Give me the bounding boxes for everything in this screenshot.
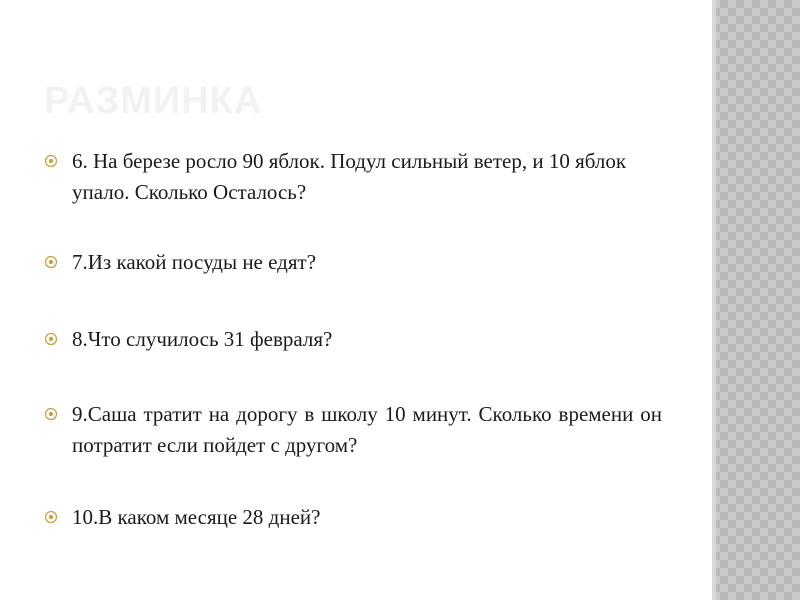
question-list [44, 146, 662, 533]
bullet-icon [44, 332, 58, 346]
bullet-icon [44, 255, 58, 269]
decorative-side-panel [712, 0, 800, 600]
bullet-icon [44, 154, 58, 168]
question-item-6 [44, 146, 662, 208]
bullet-icon [44, 407, 58, 421]
question-item-7 [44, 247, 662, 278]
question-text: 8.Что случилось 31 февраля? [72, 327, 333, 351]
question-item-9 [44, 399, 662, 461]
question-text: 6. На березе росло 90 яблок. Подул сильный ветер, и 10 яблок упало. Сколько Осталось? [72, 149, 627, 204]
question-item-10 [44, 502, 662, 533]
slide-title: РАЗМИНКА [44, 80, 263, 122]
bullet-icon [44, 510, 58, 524]
question-text: 9.Саша тратит на дорогу в школу 10 минут. Сколько времени он потратит если пойдет с другом? [72, 402, 662, 457]
question-text: 7.Из какой посуды не едят? [72, 250, 317, 274]
question-item-8 [44, 324, 662, 355]
question-text: 10.В каком месяце 28 дней? [72, 505, 321, 529]
